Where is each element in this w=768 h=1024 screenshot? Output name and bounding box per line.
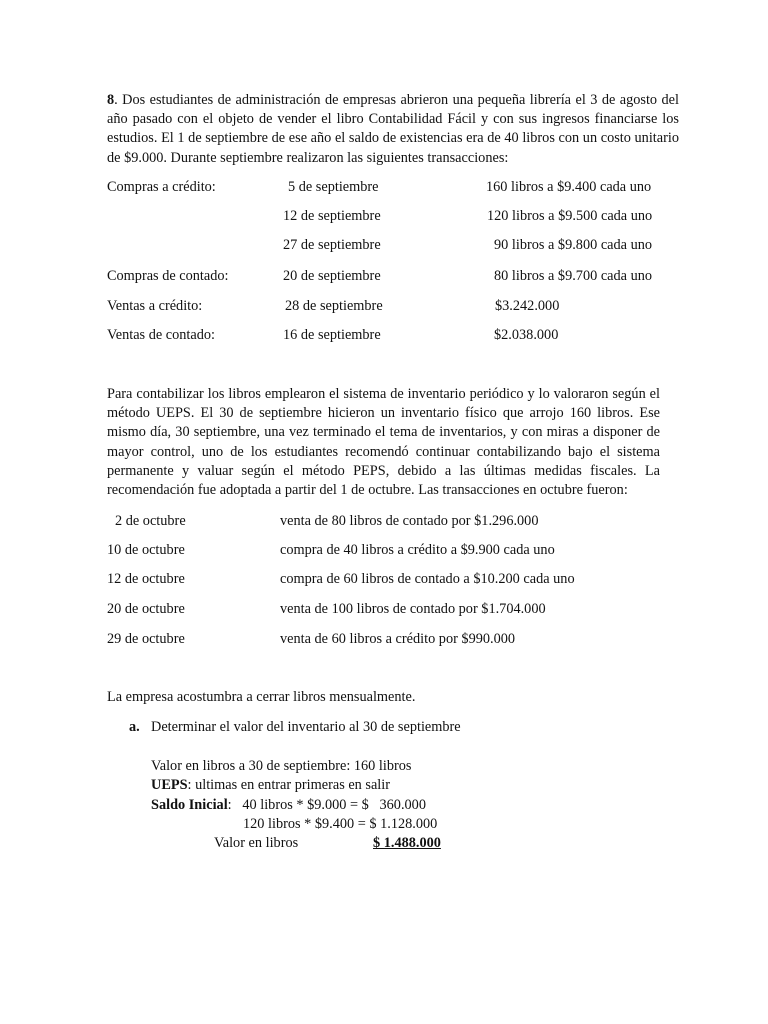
oct-detail: compra de 60 libros de contado a $10.200 cada uno bbox=[280, 571, 575, 587]
inventory-method-paragraph: Para contabilizar los libros emplearon el sistema de inventario periódico y lo valoraron según el método UEPS. El 30 de septiembre hicieron un inventario físico que arrojo 160 libros. Ese mismo día, 30 septiembre, una vez terminado el tema de inventarios, y con miras a disponer de mayor control, uno de los estudiantes recomendó continuar contabilizando bajo el sistema permanente y valuar según el método PEPS, debido a las últimas medidas fiscales. La recomendación fue adoptada a partir del 1 de octubre. Las transacciones en octubre fueron: bbox=[107, 386, 660, 499]
sept-detail: 160 libros a $9.400 cada uno bbox=[486, 179, 652, 195]
oct-date: 2 de octubre bbox=[115, 513, 186, 529]
sept-detail: 90 libros a $9.800 cada uno bbox=[494, 237, 653, 253]
problem-intro-text: . Dos estudiantes de administración de empresas abrieron una pequeña librería el 3 de agosto del año pasado con el objeto de vender el libro Contabilidad Fácil y con sus ingresos financiarse los estudios. El 1 de septiembre de ese año el saldo de existencias era de 40 libros con un costo unitario de $9.000. Durante septiembre realizaron las siguientes transacciones: bbox=[107, 92, 679, 166]
sept-date: 12 de septiembre bbox=[283, 208, 381, 224]
sept-detail: 80 libros a $9.700 cada uno bbox=[494, 268, 653, 284]
question-a-label: a. bbox=[129, 719, 140, 735]
sept-detail: 120 libros a $9.500 cada uno bbox=[487, 208, 653, 224]
closing-sentence: La empresa acostumbra a cerrar libros mensualmente. bbox=[107, 689, 416, 705]
sept-detail: $2.038.000 bbox=[494, 327, 559, 343]
saldo-line2: 120 libros * $9.400 = $ 1.128.000 bbox=[243, 816, 438, 832]
sept-date: 5 de septiembre bbox=[288, 179, 379, 195]
oct-date: 20 de octubre bbox=[107, 601, 185, 617]
oct-date: 29 de octubre bbox=[107, 631, 185, 647]
sept-date: 20 de septiembre bbox=[283, 268, 381, 284]
sept-date: 16 de septiembre bbox=[283, 327, 381, 343]
total-label: Valor en libros bbox=[214, 835, 299, 851]
sept-date: 27 de septiembre bbox=[283, 237, 381, 253]
saldo-label: Saldo Inicial bbox=[151, 797, 228, 813]
sept-detail: $3.242.000 bbox=[495, 298, 560, 314]
sept-date: 28 de septiembre bbox=[285, 298, 383, 314]
ueps-line bbox=[151, 777, 390, 794]
sept-type: Ventas de contado: bbox=[107, 327, 215, 343]
saldo-line1-text: : 40 libros * $9.000 = $ 360.000 bbox=[227, 797, 426, 813]
ueps-label: UEPS bbox=[151, 777, 188, 793]
sept-type: Compras de contado: bbox=[107, 268, 229, 284]
oct-date: 12 de octubre bbox=[107, 571, 185, 587]
question-a-text: Determinar el valor del inventario al 30 de septiembre bbox=[151, 719, 461, 735]
sept-type: Ventas a crédito: bbox=[107, 298, 203, 314]
saldo-line1 bbox=[151, 797, 426, 814]
sept-type: Compras a crédito: bbox=[107, 179, 216, 195]
total-value: $ 1.488.000 bbox=[373, 835, 441, 851]
oct-detail: compra de 40 libros a crédito a $9.900 cada uno bbox=[280, 542, 555, 558]
oct-date: 10 de octubre bbox=[107, 542, 185, 558]
oct-detail: venta de 80 libros de contado por $1.296.000 bbox=[280, 513, 539, 529]
problem-intro bbox=[88, 91, 679, 168]
oct-detail: venta de 100 libros de contado por $1.704.000 bbox=[280, 601, 546, 617]
ueps-text: : ultimas en entrar primeras en salir bbox=[187, 777, 391, 793]
answer-line1: Valor en libros a 30 de septiembre: 160 libros bbox=[151, 758, 412, 774]
problem-number: 8 bbox=[107, 92, 115, 108]
oct-detail: venta de 60 libros a crédito por $990.000 bbox=[280, 631, 516, 647]
